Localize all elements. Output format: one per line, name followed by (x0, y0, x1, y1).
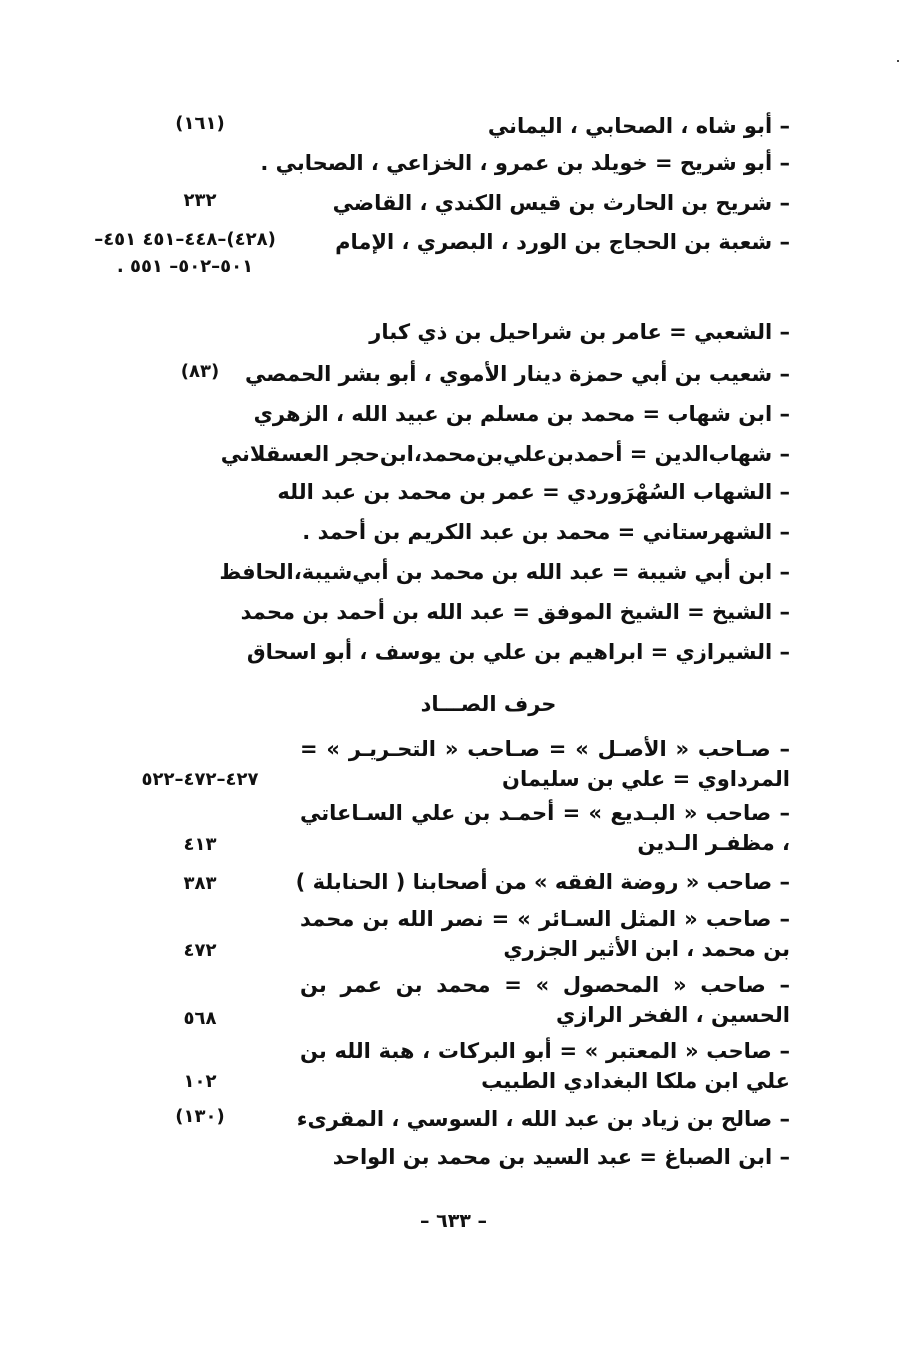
entry-page-ref: ٤١٣ (183, 834, 217, 855)
scan-speck (897, 60, 899, 62)
entry-page-ref: (١٣٠) (175, 1106, 225, 1127)
entry-name: – ابن الصباغ = عبد السيد بن محمد بن الواحد (332, 1145, 790, 1169)
entry-name: – الشيخ = الشيخ الموفق = عبد الله بن أحمد بن محمد (240, 600, 790, 624)
entry-page-ref: ١٠٢ (183, 1071, 217, 1092)
entry-name: – صاحب « المثل السـائر » = نصر الله بن محمد بن محمد ، ابن الأثير الجزري (300, 907, 790, 961)
entry-name: – صاحب « روضة الفقه » من أصحابنا ( الحنابلة ) (295, 870, 790, 894)
entry-name: – الشعبي = عامر بن شراحيل بن ذي كبار (369, 320, 790, 344)
entry-name: – الشهاب السُهْرَوردي = عمر بن محمد بن عبد الله (277, 480, 790, 504)
entry-page-ref: ٤٢٧–٤٧٢–٥٢٢ (141, 769, 259, 790)
entry-page-ref: ٤٧٢ (183, 940, 217, 961)
entry-name: – أبو شريح = خويلد بن عمرو ، الخزاعي ، الصحابي . (260, 151, 790, 175)
entry-page-ref: (٨٣) (180, 361, 220, 382)
entry-name: – شعيب بن أبي حمزة دينار الأموي ، أبو بشر الحمصي (245, 362, 790, 386)
entry-name: – صـاحب « الأصـل » = صـاحب « التحـريـر » = المرداوي = علي بن سليمان (300, 737, 790, 791)
entry-name: – صالح بن زياد بن عبد الله ، السوسي ، المقرىء (296, 1107, 790, 1131)
entry-name: – صاحب « البـديع » = أحمـد بن علي السـاعاتي ، مظفـر الـدين (300, 801, 790, 855)
entry-name: – شعبة بن الحجاج بن الورد ، البصري ، الإمام (335, 230, 790, 254)
entry-name: – شريح بن الحارث بن قيس الكندي ، القاضي (332, 191, 790, 215)
entry-name: – الشيرازي = ابراهيم بن علي بن يوسف ، أبو اسحاق (246, 640, 790, 664)
entry-page-ref: (١٦١) (175, 113, 225, 134)
section-heading-text: حرف الصـــاد (420, 692, 557, 716)
entry-name: – ابن أبي شيبة = عبد الله بن محمد بن أبي‌شيبة،الحافظ (219, 560, 790, 584)
entry-page-ref: ٥٦٨ (183, 1008, 217, 1029)
entry-name: – ابن شهاب = محمد بن مسلم بن عبيد الله ، الزهري (253, 402, 790, 426)
entry-page-ref: ٣٨٣ (183, 873, 217, 894)
entry-name: – أبو شاه ، الصحابي ، اليماني (487, 114, 790, 138)
entry-name: – صاحب « المعتبر » = أبو البركات ، هبة الله بن علي ابن ملكا البغدادي الطبيب (300, 1039, 790, 1093)
page-number: – ٦٣٣ – (419, 1210, 488, 1232)
entry-page-ref: ٢٣٢ (183, 190, 217, 211)
section-heading (0, 692, 907, 716)
entry-name: – الشهرستاني = محمد بن عبد الكريم بن أحمد . (302, 520, 790, 544)
entry-name: – شهاب‌الدين = أحمدبن‌علي‌بن‌محمد،ابن‌حجر العسقلاني (220, 442, 790, 466)
entry-page-ref: (٤٢٨)–٤٤٨–٤٥١ ٤٥١–٥٠١–٥٠٢– ٥٥١ . (94, 229, 276, 277)
entry-name: – صاحب « المحصول » = محمد بن عمر بن الحسين ، الفخر الرازي (300, 973, 790, 1027)
